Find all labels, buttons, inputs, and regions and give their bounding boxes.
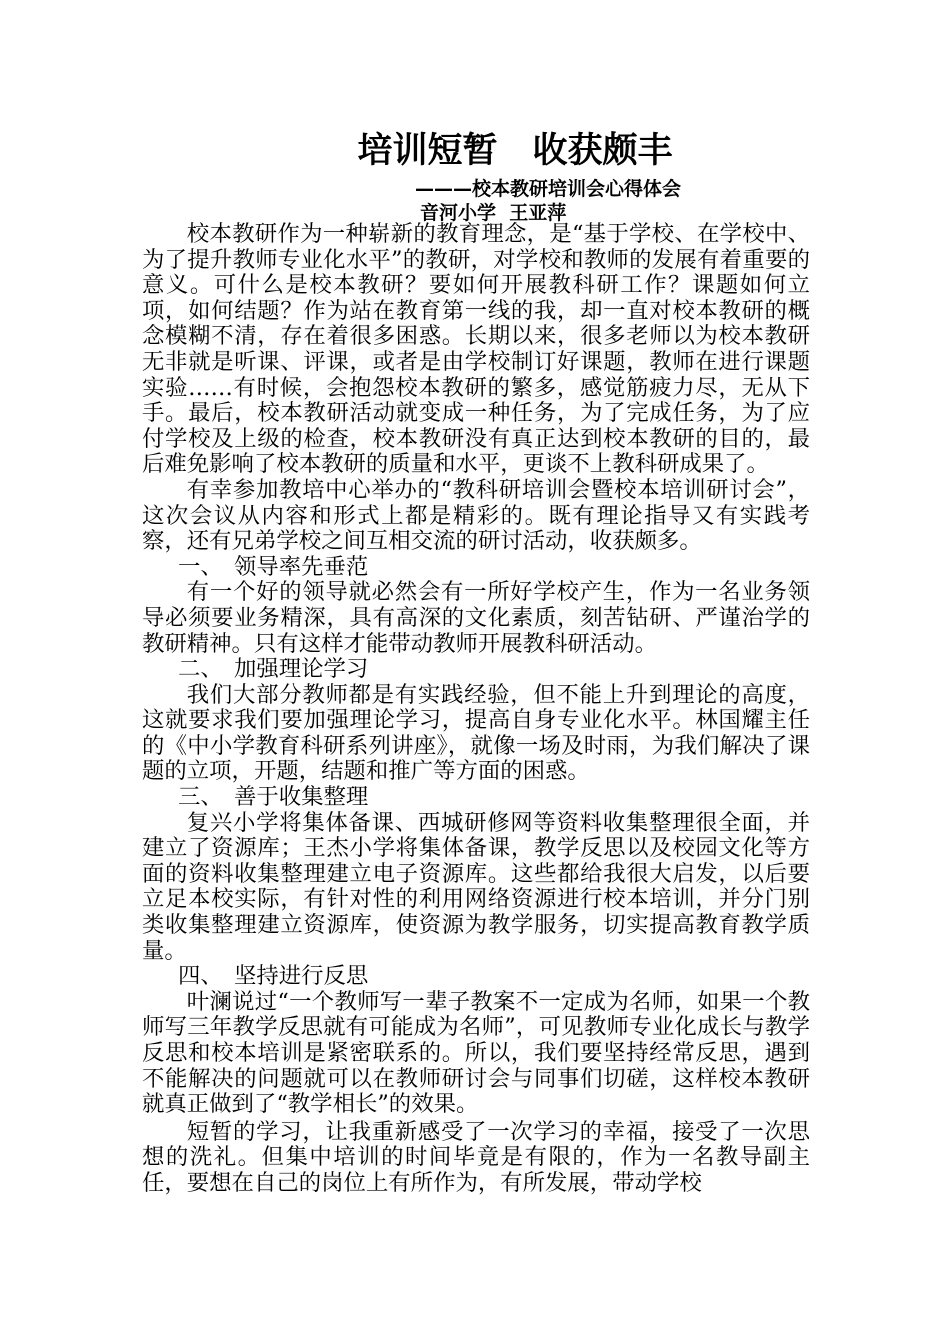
- section-paragraph: 有一个好的领导就必然会有一所好学校产生，作为一名业务领导必须要业务精深，具有高深的文化素质，刻苦钻研、严谨治学的教研精神。只有这样才能带动教师开展教科研活动。: [142, 579, 810, 657]
- section-paragraph: 复兴小学将集体备课、西城研修网等资料收集整理很全面，并建立了资源库；王杰小学将集体备课，教学反思以及校园文化等方面的资料收集整理建立电子资源库。这些都给我很大启发，以后要立足本校实际，有针对性的利用网络资源进行校本培训，并分门别类收集整理建立资源库，使资源为教学服务，切实提高教育教学质量。: [142, 809, 810, 964]
- section-heading: 四、 坚持进行反思: [178, 963, 369, 990]
- document-title: 培训短暂 收获颇丰: [357, 131, 673, 171]
- section-heading: 二、 加强理论学习: [178, 656, 369, 683]
- section-heading: 三、 善于收集整理: [178, 784, 369, 811]
- intro-paragraph: 有幸参加教培中心举办的“教科研培训会暨校本培训研讨会”，这次会议从内容和形式上都是精彩的。既有理论指导又有实践考察，还有兄弟学校之间互相交流的研讨活动，收获颇多。: [142, 476, 810, 555]
- intro-paragraph: 校本教研作为一种崭新的教育理念，是“基于学校、在学校中、为了提升教师专业化水平”的教研，对学校和教师的发展有着重要的意义。可什么是校本教研？要如何开展教科研工作？课题如何立项，如何结题？作为站在教育第一线的我，却一直对校本教研的概念模糊不清，存在着很多困惑。长期以来，很多老师以为校本教研无非就是听课、评课，或者是由学校制订好课题，教师在进行课题实验……有时候，会抱怨校本教研的繁多，感觉筋疲力尽，无从下手。最后，校本教研活动就变成一种任务，为了完成任务，为了应付学校及上级的检查，校本教研没有真正达到校本教研的目的，最后难免影响了校本教研的质量和水平，更谈不上教科研成果了。: [142, 221, 810, 478]
- section-heading: 一、 领导率先垂范: [178, 553, 369, 580]
- document-subtitle: ———校本教研培训会心得体会: [415, 178, 682, 200]
- document-author: 音河小学 王亚萍: [420, 202, 567, 224]
- closing-paragraph: 短暂的学习，让我重新感受了一次学习的幸福，接受了一次思想的洗礼。但集中培训的时间毕竟是有限的，作为一名教导副主任，要想在自己的岗位上有所作为，有所发展，带动学校: [142, 1118, 810, 1196]
- section-paragraph: 叶澜说过“一个教师写一辈子教案不一定成为名师，如果一个教师写三年教学反思就有可能成为名师”，可见教师专业化成长与教学反思和校本培训是紧密联系的。所以，我们要坚持经常反思，遇到不能解决的问题就可以在教师研讨会与同事们切磋，这样校本教研就真正做到了“教学相长”的效果。: [142, 988, 810, 1118]
- section-paragraph: 我们大部分教师都是有实践经验，但不能上升到理论的高度，这就要求我们要加强理论学习，提高自身专业化水平。林国耀主任的《中小学教育科研系列讲座》，就像一场及时雨，为我们解决了课题的立项，开题，结题和推广等方面的困惑。: [142, 681, 810, 785]
- document-body: [142, 222, 810, 1197]
